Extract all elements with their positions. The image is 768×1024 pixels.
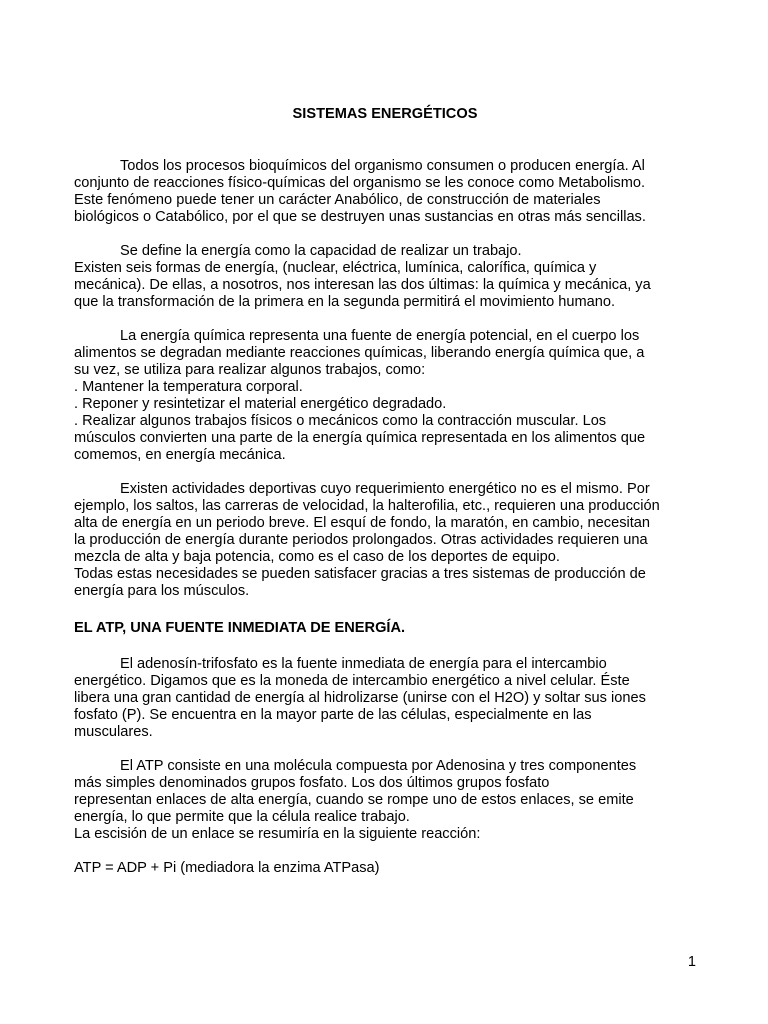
text-line: energético. Digamos que es la moneda de intercambio energético a nivel celular. Éste — [74, 673, 630, 689]
text-line: ejemplo, los saltos, las carreras de velocidad, la halterofilia, etc., requieren una producción — [74, 498, 660, 514]
paragraph-adenosin-trifosfato — [74, 656, 696, 741]
section-heading: EL ATP, UNA FUENTE INMEDIATA DE ENERGÍA. — [74, 620, 406, 636]
text-line: Este fenómeno puede tener un carácter Anabólico, de construcción de materiales — [74, 192, 601, 208]
text-line: El adenosín-trifosfato es la fuente inmediata de energía para el intercambio — [120, 656, 607, 672]
text-line: representan enlaces de alta energía, cuando se rompe uno de estos enlaces, se emite — [74, 792, 634, 808]
text-line: energía, lo que permite que la célula realice trabajo. — [74, 809, 410, 825]
text-line: mezcla de alta y baja potencia, como es el caso de los deportes de equipo. — [74, 549, 560, 565]
text-line: El ATP consiste en una molécula compuesta por Adenosina y tres componentes — [120, 758, 637, 774]
paragraph-metabolismo — [74, 158, 696, 226]
document-title: SISTEMAS ENERGÉTICOS — [292, 106, 478, 122]
text-line: La escisión de un enlace se resumiría en la siguiente reacción: — [74, 826, 481, 842]
text-line: alta de energía en un periodo breve. El esquí de fondo, la maratón, en cambio, necesitan — [74, 515, 651, 531]
text-line: La energía química representa una fuente de energía potencial, en el cuerpo los — [120, 328, 640, 344]
text-line: Se define la energía como la capacidad de realizar un trabajo. — [120, 243, 522, 259]
text-line: alimentos se degradan mediante reacciones químicas, liberando energía química que, a — [74, 345, 645, 361]
text-line: que la transformación de la primera en la segunda permitirá el movimiento humano. — [74, 294, 616, 310]
text-line: su vez, se utiliza para realizar algunos trabajos, como: — [74, 362, 426, 378]
text-line: fosfato (P). Se encuentra en la mayor parte de las células, especialmente en las — [74, 707, 592, 723]
paragraph-energia-quimica — [74, 328, 696, 464]
text-line: conjunto de reacciones físico-químicas del organismo se les conoce como Metabolismo. — [74, 175, 646, 191]
text-line: mecánica). De ellas, a nosotros, nos interesan las dos últimas: la química y mecánica, ya — [74, 277, 651, 293]
paragraph-actividades-deportivas — [74, 481, 696, 600]
text-line: Existen seis formas de energía, (nuclear, eléctrica, lumínica, calorífica, química y — [74, 260, 597, 276]
text-line: Todas estas necesidades se pueden satisfacer gracias a tres sistemas de producción de — [74, 566, 646, 582]
text-line: la producción de energía durante periodos prolongados. Otras actividades requieren una — [74, 532, 648, 548]
text-line: comemos, en energía mecánica. — [74, 447, 286, 463]
list-item: . Realizar algunos trabajos físicos o mecánicos como la contracción muscular. Los — [74, 413, 607, 429]
text-line: Todos los procesos bioquímicos del organismo consumen o producen energía. Al — [120, 158, 645, 174]
document-body — [74, 104, 696, 894]
text-line: más simples denominados grupos fosfato. Los dos últimos grupos fosfato — [74, 775, 550, 791]
paragraph-atp-molecula — [74, 758, 696, 843]
text-line: musculares. — [74, 724, 153, 740]
text-line: biológicos o Catabólico, por el que se destruyen unas sustancias en otras más sencillas. — [74, 209, 646, 225]
list-item: . Reponer y resintetizar el material energético degradado. — [74, 396, 447, 412]
reaction-equation — [74, 860, 696, 877]
text-line: energía para los músculos. — [74, 583, 250, 599]
list-item: . Mantener la temperatura corporal. — [74, 379, 303, 395]
equation-line: ATP = ADP + Pi (mediadora la enzima ATPasa) — [74, 860, 380, 876]
text-line: Existen actividades deportivas cuyo requerimiento energético no es el mismo. Por — [120, 481, 650, 497]
text-line: músculos convierten una parte de la energía química representada en los alimentos que — [74, 430, 646, 446]
paragraph-energia-definicion — [74, 243, 696, 311]
page-number: 1 — [687, 954, 696, 970]
text-line: libera una gran cantidad de energía al hidrolizarse (unirse con el H2O) y soltar sus iones — [74, 690, 646, 706]
